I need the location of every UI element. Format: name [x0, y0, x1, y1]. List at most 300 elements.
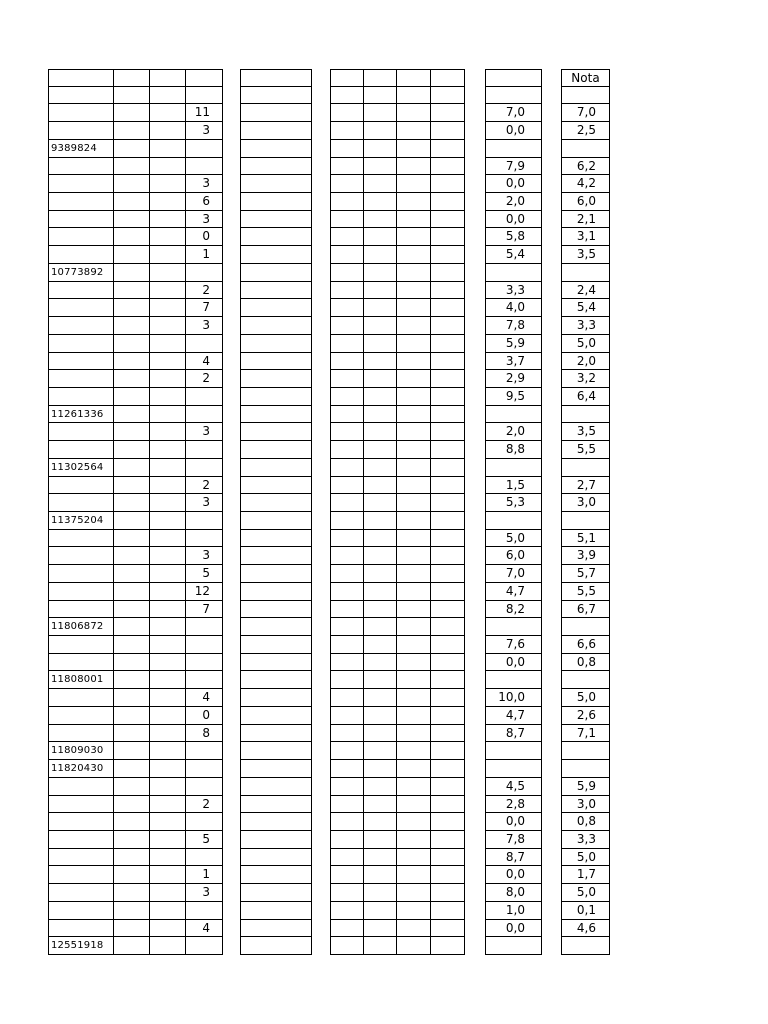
- count-cell-value: 4: [202, 690, 210, 705]
- blank-cell: [149, 778, 186, 796]
- blank-cell: [240, 725, 312, 743]
- blank-cell: [330, 707, 364, 725]
- count-cell-value: 2: [202, 477, 210, 492]
- blank-cell: [240, 264, 312, 282]
- blank-cell: [330, 122, 364, 140]
- score-cell-value: 8,7: [505, 725, 525, 740]
- score-cell: [485, 831, 542, 849]
- student-id-cell: [48, 689, 114, 707]
- count-cell: [185, 494, 223, 512]
- blank-cell: [430, 547, 465, 565]
- count-cell: [185, 228, 223, 246]
- blank-cell: [363, 353, 397, 371]
- count-cell-value: 3: [202, 548, 210, 563]
- student-id-cell: [48, 778, 114, 796]
- score-cell: [485, 902, 542, 920]
- blank-cell: [240, 299, 312, 317]
- blank-cell: [430, 725, 465, 743]
- blank-cell: [430, 175, 465, 193]
- blank-cell: [330, 246, 364, 264]
- blank-cell: [240, 246, 312, 264]
- blank-cell: [396, 618, 431, 636]
- nota-cell-value: 6,2: [576, 158, 596, 173]
- nota-cell: [561, 370, 610, 388]
- score-cell-value: 5,9: [505, 335, 525, 350]
- student-id-cell-value: 10773892: [51, 266, 104, 278]
- blank-cell: [396, 158, 431, 176]
- blank-cell: [330, 264, 364, 282]
- count-cell-value: 3: [202, 176, 210, 191]
- nota-cell-value: 5,9: [576, 778, 596, 793]
- blank-cell: [330, 211, 364, 229]
- blank-cell: [240, 370, 312, 388]
- blank-cell: [363, 388, 397, 406]
- blank-cell: [363, 725, 397, 743]
- nota-cell: [561, 866, 610, 884]
- student-id-cell-value: 11302564: [51, 461, 104, 473]
- blank-cell: [430, 671, 465, 689]
- blank-cell: [113, 547, 150, 565]
- blank-cell: [430, 530, 465, 548]
- count-cell: [185, 707, 223, 725]
- blank-cell: [396, 831, 431, 849]
- blank-cell: [430, 158, 465, 176]
- blank-cell: [149, 353, 186, 371]
- blank-cell: [363, 547, 397, 565]
- blank-cell: [149, 193, 186, 211]
- student-id-cell-value: 11808001: [51, 674, 104, 686]
- blank-cell: [240, 211, 312, 229]
- blank-cell: [396, 547, 431, 565]
- blank-cell: [330, 406, 364, 424]
- nota-cell: [561, 441, 610, 459]
- blank-cell: [330, 547, 364, 565]
- student-id-cell: [48, 228, 114, 246]
- blank-cell: [330, 423, 364, 441]
- blank-cell: [113, 406, 150, 424]
- blank-cell: [330, 87, 364, 105]
- nota-cell: [561, 353, 610, 371]
- nota-cell-value: 0,1: [576, 902, 596, 917]
- nota-cell-value: 2,1: [576, 211, 596, 226]
- blank-cell: [430, 636, 465, 654]
- count-cell: [185, 423, 223, 441]
- blank-cell: [240, 654, 312, 672]
- nota-cell: [561, 264, 610, 282]
- count-cell: [185, 547, 223, 565]
- blank-cell: [363, 796, 397, 814]
- blank-cell: [396, 778, 431, 796]
- score-cell: [485, 937, 542, 955]
- blank-cell: [363, 707, 397, 725]
- score-cell: [485, 760, 542, 778]
- nota-cell-value: 3,0: [576, 495, 596, 510]
- nota-cell: [561, 335, 610, 353]
- blank-cell: [396, 725, 431, 743]
- blank-cell: [149, 760, 186, 778]
- blank-cell: [396, 583, 431, 601]
- student-id-cell: [48, 477, 114, 495]
- blank-cell: [149, 246, 186, 264]
- student-id-cell: [48, 423, 114, 441]
- blank-cell: [396, 937, 431, 955]
- nota-cell-value: 3,2: [576, 371, 596, 386]
- student-id-cell: [48, 494, 114, 512]
- score-cell-value: 3,3: [505, 282, 525, 297]
- blank-cell: [240, 193, 312, 211]
- count-cell-value: 2: [202, 282, 210, 297]
- count-cell: [185, 406, 223, 424]
- blank-cell: [113, 228, 150, 246]
- score-cell: [485, 671, 542, 689]
- nota-cell: [561, 671, 610, 689]
- student-id-cell: [48, 884, 114, 902]
- blank-cell: [396, 353, 431, 371]
- nota-cell: [561, 423, 610, 441]
- blank-cell: [396, 370, 431, 388]
- blank-cell: [240, 87, 312, 105]
- count-cell: [185, 282, 223, 300]
- blank-cell: [113, 618, 150, 636]
- count-cell: [185, 104, 223, 122]
- blank-cell: [149, 884, 186, 902]
- blank-cell: [330, 370, 364, 388]
- blank-cell: [363, 87, 397, 105]
- score-cell-value: 5,8: [505, 229, 525, 244]
- blank-cell: [113, 583, 150, 601]
- blank-cell: [363, 406, 397, 424]
- blank-cell: [113, 175, 150, 193]
- blank-cell: [149, 228, 186, 246]
- blank-cell: [396, 689, 431, 707]
- nota-cell: [561, 494, 610, 512]
- student-id-cell: [48, 849, 114, 867]
- count-cell-value: 7: [202, 601, 210, 616]
- blank-cell: [430, 920, 465, 938]
- blank-cell: [149, 547, 186, 565]
- count-cell: [185, 618, 223, 636]
- student-id-cell: [48, 725, 114, 743]
- blank-cell: [430, 370, 465, 388]
- count-cell-value: 3: [202, 123, 210, 138]
- score-cell-value: 4,7: [505, 583, 525, 598]
- score-cell-value: 10,0: [498, 690, 525, 705]
- blank-cell: [396, 884, 431, 902]
- blank-cell: [430, 512, 465, 530]
- count-cell: [185, 69, 223, 87]
- blank-cell: [240, 388, 312, 406]
- nota-cell: [561, 831, 610, 849]
- blank-cell: [330, 353, 364, 371]
- blank-cell: [363, 69, 397, 87]
- nota-cell: [561, 902, 610, 920]
- blank-cell: [113, 388, 150, 406]
- blank-cell: [113, 671, 150, 689]
- blank-cell: [330, 725, 364, 743]
- blank-cell: [396, 565, 431, 583]
- blank-cell: [240, 866, 312, 884]
- blank-cell: [149, 299, 186, 317]
- blank-cell: [430, 228, 465, 246]
- score-cell-value: 4,0: [505, 300, 525, 315]
- student-id-cell: [48, 140, 114, 158]
- blank-cell: [430, 264, 465, 282]
- count-cell: [185, 370, 223, 388]
- score-cell: [485, 423, 542, 441]
- count-cell: [185, 831, 223, 849]
- blank-cell: [149, 370, 186, 388]
- nota-header-label: Nota: [571, 71, 600, 85]
- nota-cell: [561, 813, 610, 831]
- blank-cell: [113, 459, 150, 477]
- blank-cell: [113, 760, 150, 778]
- nota-cell: [561, 689, 610, 707]
- score-cell: [485, 353, 542, 371]
- blank-cell: [430, 441, 465, 459]
- score-cell-value: 1,0: [505, 902, 525, 917]
- nota-cell-value: 5,0: [576, 849, 596, 864]
- student-id-cell: [48, 122, 114, 140]
- count-cell: [185, 530, 223, 548]
- blank-cell: [240, 140, 312, 158]
- score-cell-value: 0,0: [505, 211, 525, 226]
- blank-cell: [113, 796, 150, 814]
- blank-cell: [396, 902, 431, 920]
- blank-cell: [396, 742, 431, 760]
- blank-cell: [396, 601, 431, 619]
- blank-cell: [396, 140, 431, 158]
- nota-cell: [561, 601, 610, 619]
- blank-cell: [396, 104, 431, 122]
- score-cell: [485, 778, 542, 796]
- student-id-cell: [48, 388, 114, 406]
- nota-cell-value: 5,0: [576, 690, 596, 705]
- score-cell: [485, 264, 542, 282]
- blank-cell: [330, 530, 364, 548]
- count-cell: [185, 193, 223, 211]
- score-cell-value: 4,5: [505, 778, 525, 793]
- count-cell-value: 5: [202, 831, 210, 846]
- blank-cell: [113, 193, 150, 211]
- blank-cell: [430, 849, 465, 867]
- blank-cell: [149, 406, 186, 424]
- nota-cell-value: 2,5: [576, 123, 596, 138]
- blank-cell: [113, 264, 150, 282]
- student-id-cell-value: 12551918: [51, 940, 104, 952]
- score-cell: [485, 618, 542, 636]
- blank-cell: [113, 689, 150, 707]
- score-cell: [485, 813, 542, 831]
- blank-cell: [396, 299, 431, 317]
- student-id-cell: [48, 760, 114, 778]
- blank-cell: [330, 104, 364, 122]
- blank-cell: [240, 796, 312, 814]
- blank-cell: [363, 175, 397, 193]
- count-cell: [185, 388, 223, 406]
- count-cell-value: 2: [202, 796, 210, 811]
- blank-cell: [240, 831, 312, 849]
- blank-cell: [396, 211, 431, 229]
- blank-cell: [113, 246, 150, 264]
- blank-cell: [430, 477, 465, 495]
- student-id-cell: [48, 937, 114, 955]
- student-id-cell: [48, 902, 114, 920]
- blank-cell: [240, 849, 312, 867]
- blank-cell: [149, 512, 186, 530]
- nota-cell: [561, 317, 610, 335]
- blank-cell: [149, 69, 186, 87]
- blank-cell: [363, 742, 397, 760]
- blank-cell: [330, 902, 364, 920]
- blank-cell: [430, 211, 465, 229]
- student-id-cell: [48, 158, 114, 176]
- student-id-cell: [48, 353, 114, 371]
- blank-cell: [430, 778, 465, 796]
- blank-cell: [396, 494, 431, 512]
- blank-cell: [330, 884, 364, 902]
- nota-cell: [561, 140, 610, 158]
- blank-cell: [240, 158, 312, 176]
- student-id-cell: [48, 335, 114, 353]
- blank-cell: [430, 937, 465, 955]
- blank-cell: [149, 831, 186, 849]
- score-cell: [485, 494, 542, 512]
- blank-cell: [240, 601, 312, 619]
- nota-cell-value: 7,1: [576, 725, 596, 740]
- score-cell-value: 3,7: [505, 353, 525, 368]
- score-cell-value: 8,7: [505, 849, 525, 864]
- blank-cell: [240, 335, 312, 353]
- blank-cell: [149, 601, 186, 619]
- student-id-cell: [48, 742, 114, 760]
- blank-cell: [430, 689, 465, 707]
- score-cell: [485, 654, 542, 672]
- score-cell-value: 7,6: [505, 637, 525, 652]
- blank-cell: [240, 813, 312, 831]
- blank-cell: [430, 140, 465, 158]
- student-id-cell: [48, 282, 114, 300]
- blank-cell: [396, 760, 431, 778]
- nota-cell: [561, 742, 610, 760]
- blank-cell: [396, 512, 431, 530]
- student-id-cell: [48, 565, 114, 583]
- score-cell: [485, 299, 542, 317]
- student-id-cell: [48, 671, 114, 689]
- blank-cell: [430, 406, 465, 424]
- blank-cell: [330, 512, 364, 530]
- nota-cell-value: 3,9: [576, 548, 596, 563]
- count-cell-value: 3: [202, 424, 210, 439]
- score-cell: [485, 406, 542, 424]
- blank-cell: [363, 601, 397, 619]
- score-cell: [485, 796, 542, 814]
- blank-cell: [113, 831, 150, 849]
- blank-cell: [430, 707, 465, 725]
- blank-cell: [149, 937, 186, 955]
- score-cell: [485, 228, 542, 246]
- student-id-cell: [48, 264, 114, 282]
- blank-cell: [363, 813, 397, 831]
- blank-cell: [149, 813, 186, 831]
- blank-cell: [430, 902, 465, 920]
- blank-cell: [113, 317, 150, 335]
- blank-cell: [149, 388, 186, 406]
- blank-cell: [363, 884, 397, 902]
- nota-cell-value: 1,7: [576, 867, 596, 882]
- count-cell: [185, 742, 223, 760]
- blank-cell: [149, 211, 186, 229]
- nota-cell-value: 2,4: [576, 282, 596, 297]
- nota-cell: [561, 282, 610, 300]
- student-id-cell-value: 11375204: [51, 515, 104, 526]
- student-id-cell-value: 11261336: [51, 408, 104, 420]
- nota-cell: [561, 530, 610, 548]
- nota-cell-value: 5,5: [576, 583, 596, 598]
- blank-cell: [113, 69, 150, 87]
- blank-cell: [430, 246, 465, 264]
- blank-cell: [396, 122, 431, 140]
- nota-cell: [561, 228, 610, 246]
- blank-cell: [149, 636, 186, 654]
- count-cell: [185, 122, 223, 140]
- score-cell: [485, 175, 542, 193]
- blank-cell: [149, 707, 186, 725]
- nota-cell: [561, 158, 610, 176]
- student-id-cell: [48, 618, 114, 636]
- count-cell: [185, 813, 223, 831]
- blank-cell: [363, 299, 397, 317]
- blank-cell: [396, 796, 431, 814]
- blank-cell: [149, 477, 186, 495]
- blank-cell: [330, 813, 364, 831]
- blank-cell: [330, 920, 364, 938]
- student-id-cell: [48, 866, 114, 884]
- student-id-cell: [48, 211, 114, 229]
- blank-cell: [396, 813, 431, 831]
- nota-cell: [561, 725, 610, 743]
- score-cell-value: 5,0: [505, 530, 525, 545]
- score-cell-value: 9,5: [505, 388, 525, 403]
- blank-cell: [330, 583, 364, 601]
- blank-cell: [113, 353, 150, 371]
- blank-cell: [113, 565, 150, 583]
- score-cell: [485, 742, 542, 760]
- nota-cell: [561, 583, 610, 601]
- score-cell-value: 2,8: [505, 796, 525, 811]
- count-cell: [185, 654, 223, 672]
- nota-cell-value: 5,4: [576, 300, 596, 315]
- blank-cell: [396, 406, 431, 424]
- blank-cell: [363, 158, 397, 176]
- blank-cell: [113, 299, 150, 317]
- nota-cell-value: 2,7: [576, 477, 596, 492]
- nota-cell: [561, 618, 610, 636]
- score-cell: [485, 282, 542, 300]
- blank-cell: [330, 459, 364, 477]
- count-cell-value: 2: [202, 371, 210, 386]
- count-cell: [185, 477, 223, 495]
- count-cell: [185, 459, 223, 477]
- blank-cell: [149, 849, 186, 867]
- blank-cell: [113, 813, 150, 831]
- blank-cell: [430, 388, 465, 406]
- blank-cell: [113, 87, 150, 105]
- blank-cell: [240, 547, 312, 565]
- student-id-cell: [48, 370, 114, 388]
- count-cell: [185, 441, 223, 459]
- blank-cell: [113, 122, 150, 140]
- blank-cell: [149, 335, 186, 353]
